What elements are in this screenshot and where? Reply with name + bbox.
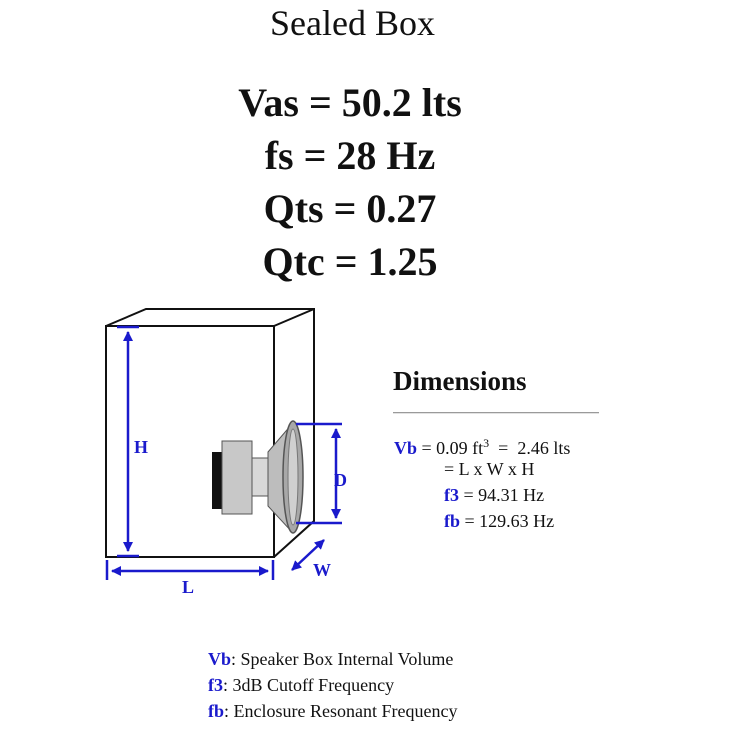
label-l: L <box>182 577 195 597</box>
speaker-driver-icon <box>212 421 303 533</box>
legend-item-fb: fb: Enclosure Resonant Frequency <box>208 701 458 721</box>
fb-row: fb = 129.63 Hz <box>444 511 555 531</box>
legend-item-f3: f3: 3dB Cutoff Frequency <box>208 675 395 695</box>
label-h: H <box>134 437 149 457</box>
legend-item-vb: Vb: Speaker Box Internal Volume <box>208 649 454 669</box>
dimensions-divider <box>393 412 599 414</box>
f3-row: f3 = 94.31 Hz <box>444 485 545 505</box>
page-title: Sealed Box <box>270 3 435 43</box>
param-fs: fs = 28 Hz <box>264 133 436 178</box>
box-top-right-edge <box>274 309 314 326</box>
dimensions-heading: Dimensions <box>393 366 527 396</box>
lwh-row: = L x W x H <box>444 459 535 479</box>
vb-row: Vb = 0.09 $ft^3 = 2.46$ lts <box>394 436 571 458</box>
param-qts: Qts = 0.27 <box>263 186 437 231</box>
param-vas: Vas = 50.2 lts <box>238 80 462 125</box>
param-qtc: Qtc = 1.25 <box>262 239 438 284</box>
label-w: W <box>313 560 331 580</box>
legend <box>208 646 457 724</box>
label-d: D <box>334 470 347 490</box>
